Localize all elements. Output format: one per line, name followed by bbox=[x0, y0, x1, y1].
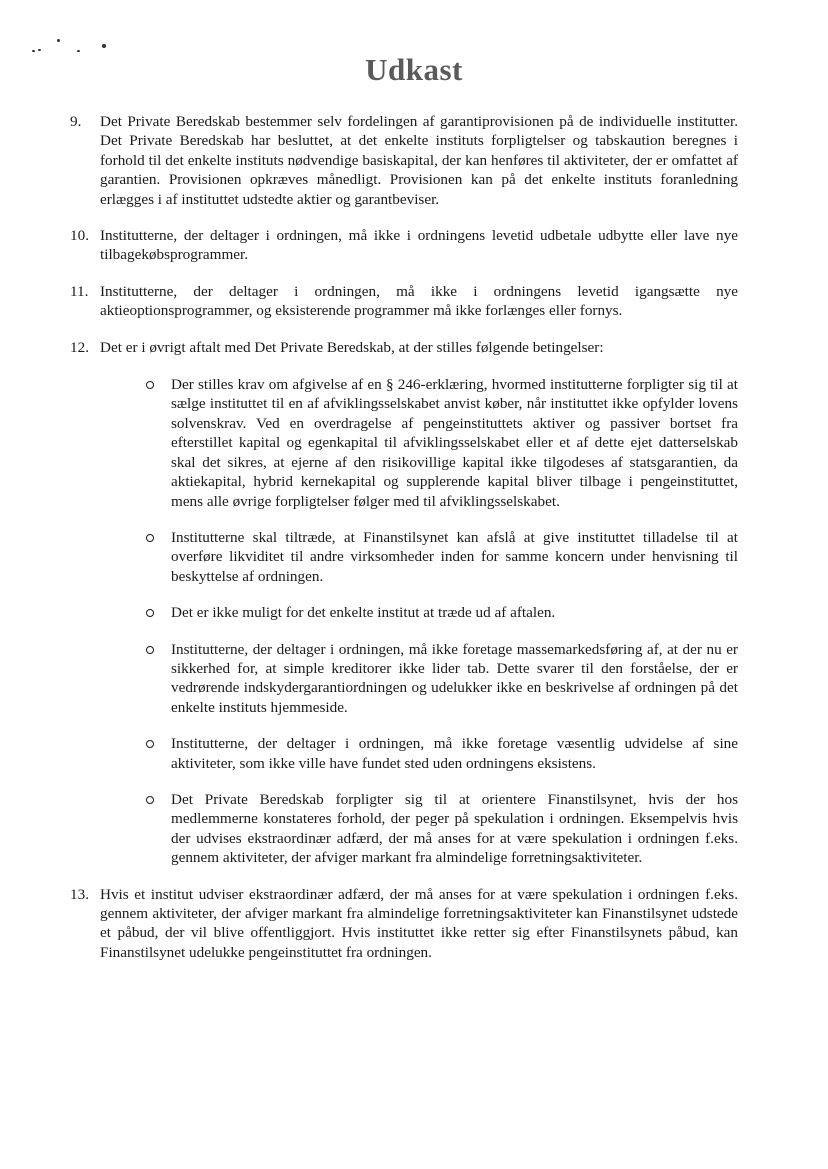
bullet-circle-icon bbox=[146, 534, 154, 542]
condition-item bbox=[70, 375, 738, 511]
item-number: 11. bbox=[70, 282, 89, 300]
bullet-circle-icon bbox=[146, 609, 154, 617]
condition-text: Det er ikke muligt for det enkelte institut at træde ud af aftalen. bbox=[171, 604, 556, 622]
document-body bbox=[70, 112, 738, 979]
condition-item bbox=[70, 603, 738, 622]
item-number: 9. bbox=[70, 113, 82, 130]
condition-text: Der stilles krav om afgivelse af en § 246-erklæring, hvormed institutterne forpligter sig til at sælge instituttet til en af afviklingsselskabet anvist køber, når instituttet ikke opfylder lovens solvenskrav. Ved en overdragelse af pengeinstituttets aktiver og passiver bortset fra efterstillet kapital og egenkapital til afviklingsselskabet eller et af dette ejet datterselskab skal det sikres, at ejerne af den risikovillige kapital ikke tilgodeses af statsgarantien, da aktiekapital, hybrid kernekapital og supplerende kapital bliver tilbage i pengeinstituttet, mens alle øvrige forpligtelser følger med til afviklingsselskabet. bbox=[171, 376, 738, 510]
item-text: Det er i øvrigt aftalt med Det Private Beredskab, at der stilles følgende betingelser: bbox=[100, 338, 604, 356]
item-9 bbox=[70, 112, 738, 209]
bullet-circle-icon bbox=[146, 740, 154, 748]
item-number: 12. bbox=[70, 338, 89, 356]
item-text: Hvis et institut udviser ekstraordinær adfærd, der må anses for at være spekulation i ordningen f.eks. gennem aktiviteter, der afviger markant fra almindelige forretningsaktiviteter kan Finanstilsynet udstede et påbud, der vil blive offentliggjort. Hvis instituttet ikke retter sig efter Finanstilsynets påbud, kan Finanstilsynet udelukke pengeinstituttet fra ordningen. bbox=[100, 885, 738, 961]
item-11 bbox=[70, 282, 738, 321]
condition-text: Det Private Beredskab forpligter sig til at orientere Finanstilsynet, hvis der hos medlemmerne konstateres forhold, der peger på spekulation i ordningen. Eksempelvis hvis der udvises ekstraordinær adfærd, der må anses for at være spekulation i ordningen f.eks. gennem aktiviteter, der afviger markant fra almindelige forretningsaktiviteter. bbox=[171, 790, 738, 867]
condition-item bbox=[70, 790, 738, 868]
scan-speck bbox=[57, 39, 60, 42]
item-text: Institutterne, der deltager i ordningen, må ikke i ordningens levetid udbetale udbytte eller lave nye tilbagekøbsprogrammer. bbox=[100, 227, 738, 264]
item-10 bbox=[70, 226, 738, 265]
item-number: 13. bbox=[70, 885, 89, 903]
condition-text: Institutterne skal tiltræde, at Finanstilsynet kan afslå at give instituttet tilladelse til at overføre likviditet til andre virksomheder inden for samme koncern under henvisning til beskyttelse af ordningen. bbox=[171, 528, 738, 585]
item-number: 10. bbox=[70, 227, 89, 245]
bullet-circle-icon bbox=[146, 381, 154, 389]
item-text: Det Private Beredskab bestemmer selv fordelingen af garantiprovisionen på de individuelle institutter. Det Private Beredskab har besluttet, at det enkelte instituts forpligtelser og tabskaution beregnes i forhold til det enkelte instituts nødvendige basiskapital, der kan henføres til aktiviteter, der er omfattet af garantien. Provisionen opkræves månedligt. Provisionen kan på det enkelte instituts foranledning erlægges i af instituttet udstedte aktier og garantbeviser. bbox=[100, 113, 738, 208]
scan-speck bbox=[102, 44, 106, 48]
bullet-circle-icon bbox=[146, 646, 154, 654]
draft-watermark: Udkast bbox=[365, 52, 463, 87]
item-text: Institutterne, der deltager i ordningen, må ikke i ordningens levetid igangsætte nye aktieoptionsprogrammer, og eksisterende programmer må ikke forlænges eller fornys. bbox=[100, 282, 738, 320]
condition-item bbox=[70, 528, 738, 586]
item-12 bbox=[70, 338, 738, 357]
conditions-list bbox=[70, 375, 738, 868]
item-13 bbox=[70, 885, 738, 963]
scan-speck bbox=[38, 49, 41, 51]
condition-text: Institutterne, der deltager i ordningen, må ikke foretage massemarkedsføring af, at der nu er sikkerhed for, at simple kreditorer ikke lider tab. Dette svarer til den forståelse, der er vedrørende indskydergarantiordningen og udelukker ikke en beskrivelse af ordningen på det enkelte instituts hjemmeside. bbox=[171, 640, 738, 716]
condition-item bbox=[70, 734, 738, 773]
condition-item bbox=[70, 640, 738, 718]
condition-text: Institutterne, der deltager i ordningen, må ikke foretage væsentlig udvidelse af sine aktiviteter, som ikke ville have fundet sted uden ordningens eksistens. bbox=[171, 735, 738, 772]
bullet-circle-icon bbox=[146, 796, 154, 804]
